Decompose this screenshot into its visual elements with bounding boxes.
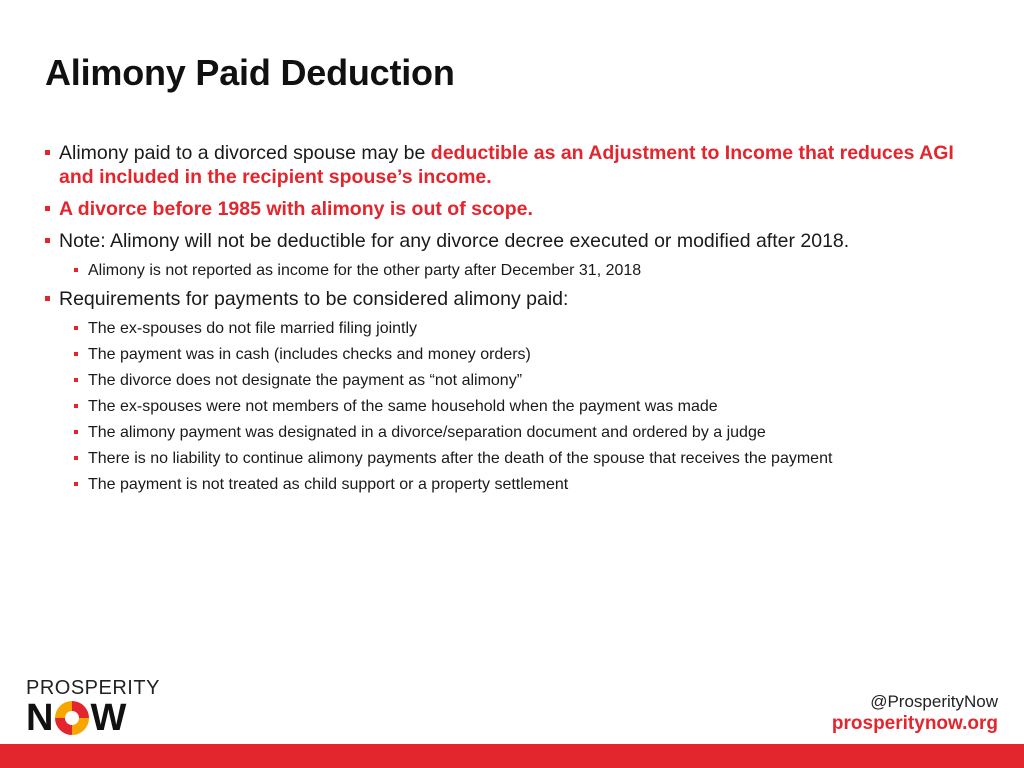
bullet-text: Requirements for payments to be considered alimony paid:	[59, 288, 569, 310]
bullet-square-icon	[45, 238, 50, 243]
website-link[interactable]: prosperitynow.org	[831, 713, 998, 734]
bullet-list	[45, 141, 965, 501]
social-handle: @ProsperityNow	[870, 692, 998, 711]
slide-title: Alimony Paid Deduction	[45, 52, 455, 93]
sub-bullet-item	[45, 397, 965, 417]
logo-letter-w: W	[90, 697, 128, 739]
bullet-text: Note: Alimony will not be deductible for any divorce decree executed or modified after 2018.	[59, 230, 850, 252]
sub-bullet-text: There is no liability to continue alimony payments after the death of the spouse that receives the payment	[88, 450, 833, 467]
sub-bullet-item	[45, 261, 965, 281]
bullet-emphasis-text: deductible as an Adjustment to Income that reduces AGI and included in the recipient spouse’s income.	[59, 142, 954, 188]
sub-bullet-item	[45, 423, 965, 443]
footer-contact	[832, 692, 998, 736]
sub-bullet-item	[45, 345, 965, 365]
logo-letter-n: N	[26, 697, 55, 739]
bullet-square-icon	[45, 206, 50, 211]
bullet-square-icon	[74, 378, 78, 382]
bullet-square-icon	[45, 296, 50, 301]
bullet-item	[45, 197, 965, 221]
sub-bullet-text: The divorce does not designate the payment as “not alimony”	[88, 372, 523, 389]
bullet-emphasis-text: A divorce before 1985 with alimony is out of scope.	[59, 198, 533, 220]
bullet-square-icon	[74, 352, 78, 356]
logo-wordmark-top: PROSPERITY	[26, 677, 160, 699]
sub-bullet-item	[45, 371, 965, 391]
prosperity-now-logo	[26, 678, 166, 738]
bullet-square-icon	[45, 150, 50, 155]
bullet-square-icon	[74, 430, 78, 434]
sub-bullet-item	[45, 319, 965, 339]
bullet-square-icon	[74, 326, 78, 330]
bullet-square-icon	[74, 268, 78, 272]
bullet-item	[45, 141, 965, 189]
bullet-text: Alimony paid to a divorced spouse may be	[59, 142, 431, 164]
bullet-item	[45, 287, 965, 311]
sub-bullet-text: The payment was in cash (includes checks and money orders)	[88, 346, 531, 363]
sub-bullet-text: The ex-spouses were not members of the same household when the payment was made	[88, 398, 718, 415]
bullet-square-icon	[74, 404, 78, 408]
bullet-square-icon	[74, 482, 78, 486]
footer-bar	[0, 744, 1024, 768]
sub-bullet-text: The payment is not treated as child support or a property settlement	[88, 476, 569, 493]
logo-wordmark-now	[26, 698, 166, 738]
sub-bullet-item	[45, 475, 965, 495]
bullet-square-icon	[74, 456, 78, 460]
star-o-icon	[55, 701, 89, 735]
bullet-item	[45, 229, 965, 253]
sub-bullet-text: The alimony payment was designated in a divorce/separation document and ordered by a judge	[88, 424, 766, 441]
sub-bullet-text: Alimony is not reported as income for the other party after December 31, 2018	[88, 262, 642, 279]
sub-bullet-text: The ex-spouses do not file married filing jointly	[88, 320, 418, 337]
sub-bullet-item	[45, 449, 965, 469]
